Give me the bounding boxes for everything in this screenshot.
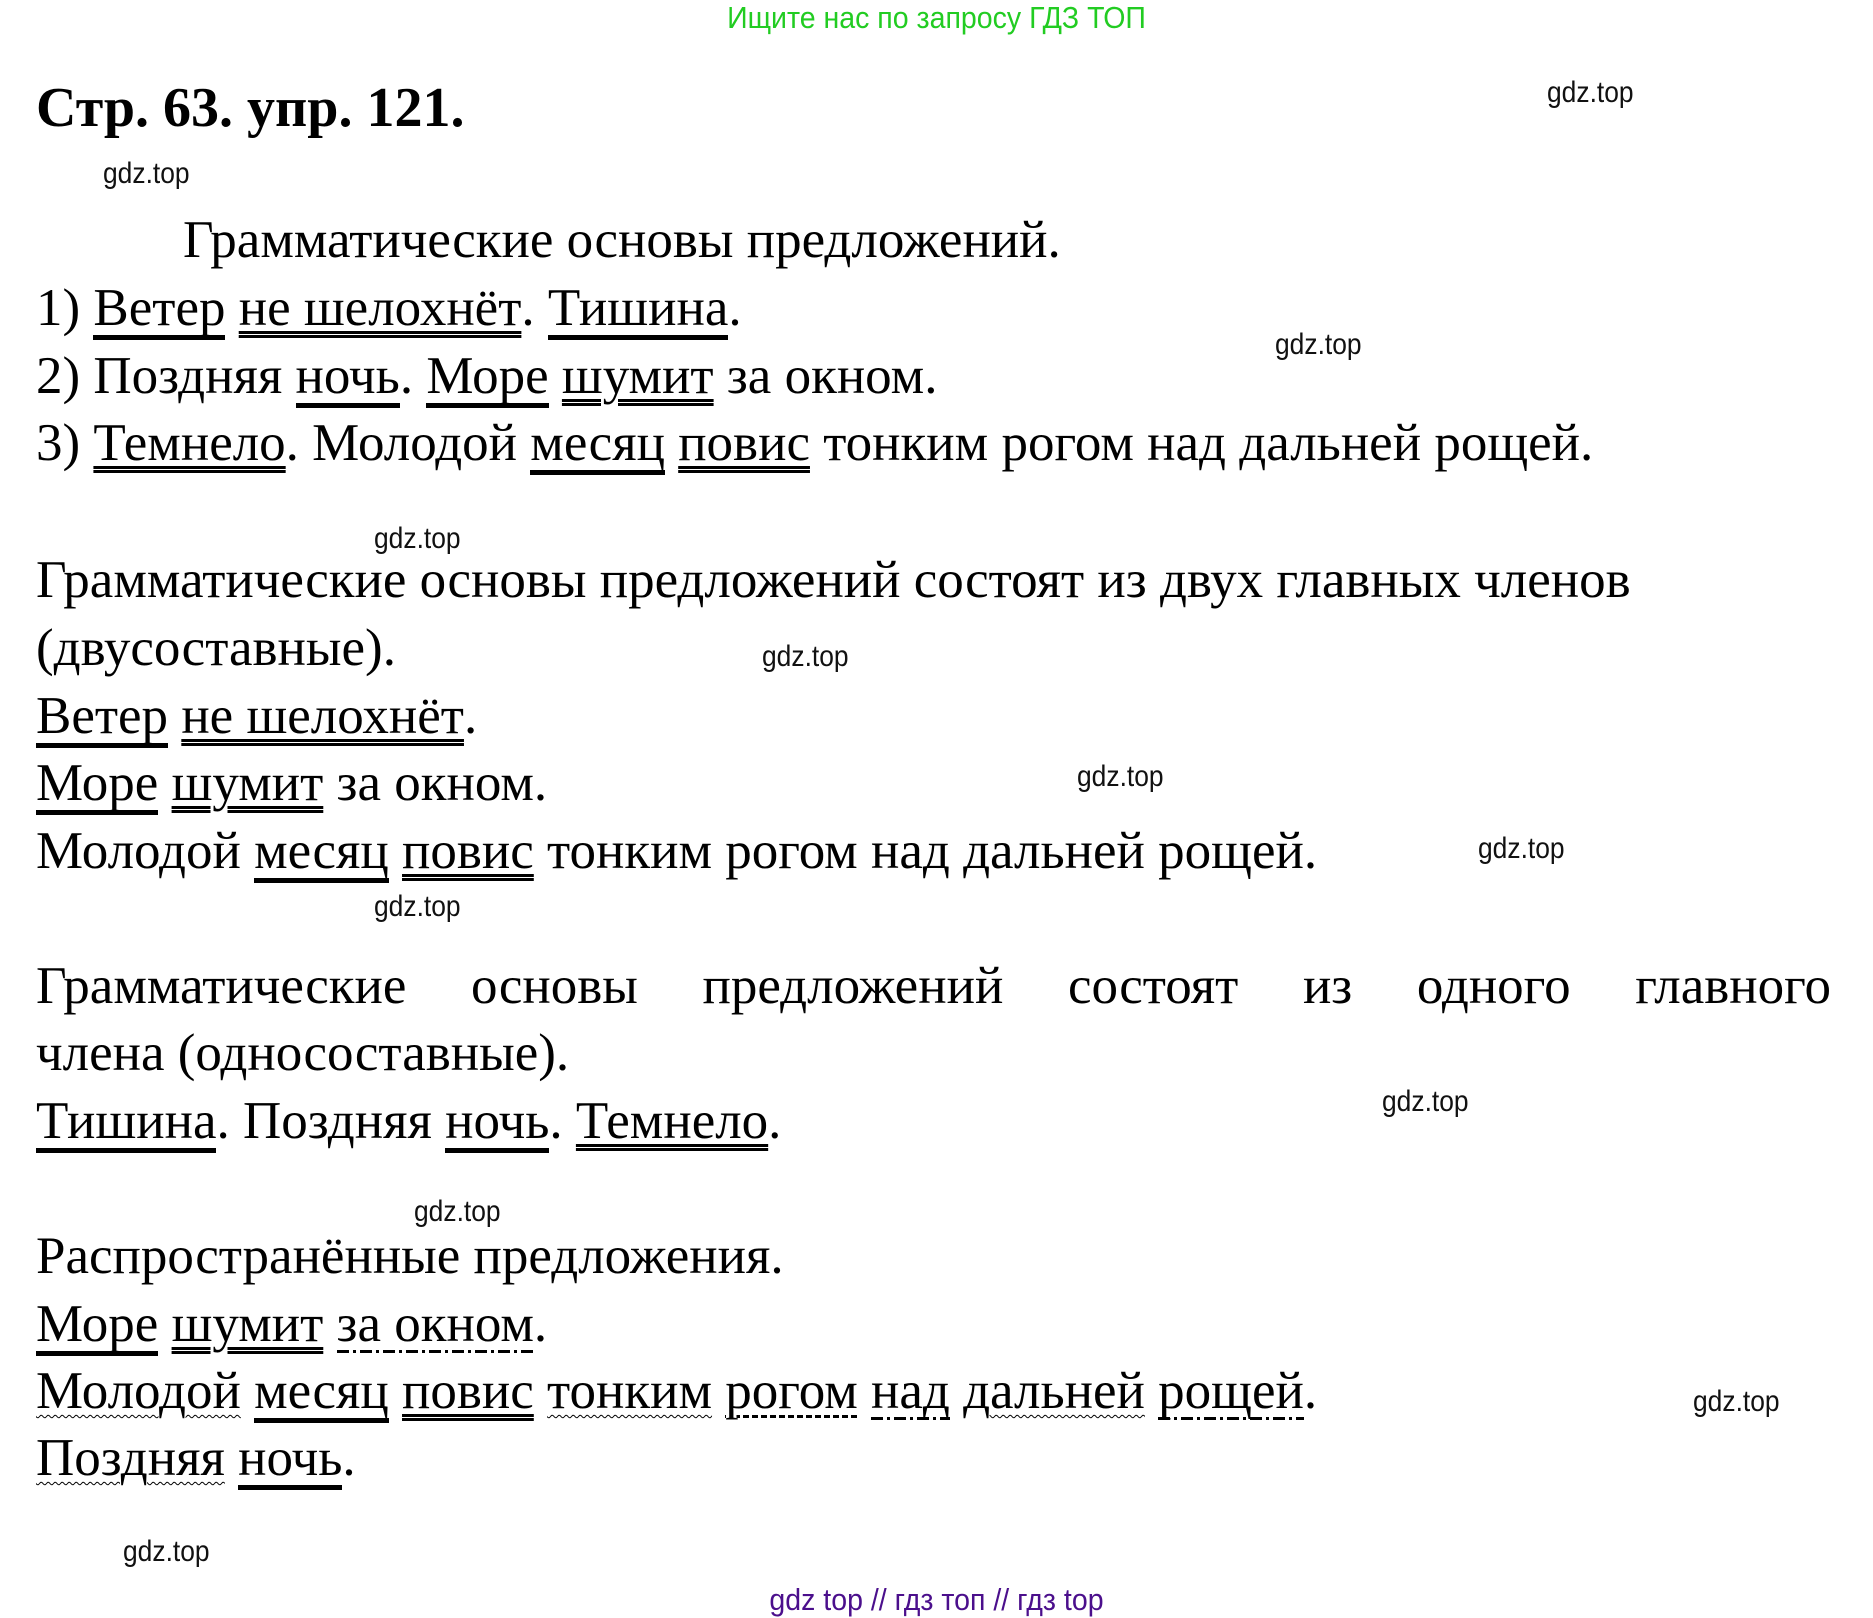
watermark: gdz.top — [1478, 832, 1565, 865]
watermark: gdz.top — [374, 522, 461, 555]
section1-item-2 — [36, 344, 937, 408]
punctuation: . — [521, 279, 535, 337]
word: тонким рогом над дальней рощей. — [547, 822, 1318, 880]
section3-text-line1 — [36, 954, 1831, 1018]
predicate: Темнело — [575, 1092, 769, 1150]
subject: месяц — [254, 824, 389, 883]
section2-text-line1: Грамматические основы предложений состоят из двух главных членов — [36, 551, 1631, 609]
predicate: шумит — [171, 754, 324, 812]
adverbial: рощей — [1158, 1359, 1304, 1423]
punctuation: . — [342, 1429, 356, 1487]
subject: Море — [426, 349, 548, 408]
word: тонким рогом над дальней рощей. — [823, 414, 1594, 472]
watermark: gdz.top — [103, 157, 190, 190]
adverbial: за окном — [337, 1292, 534, 1356]
section3-examples — [36, 1089, 781, 1153]
section4-example-1 — [36, 1292, 547, 1356]
section1-item-1 — [36, 276, 742, 340]
watermark: gdz.top — [762, 640, 849, 673]
punctuation: . — [768, 1092, 782, 1150]
section2-text-line2: (двусоставные). — [36, 619, 396, 677]
adverbial: над — [871, 1359, 950, 1423]
predicate: шумит — [561, 347, 714, 405]
attribute: дальней — [963, 1362, 1145, 1420]
subject: месяц — [530, 416, 665, 475]
section2-example-3 — [36, 819, 1317, 883]
subject: Ветер — [36, 689, 168, 748]
word: предложений — [702, 957, 1004, 1015]
item-number: 3) — [36, 414, 81, 472]
predicate: не шелохнёт — [181, 687, 464, 745]
word: главного — [1635, 957, 1832, 1015]
subject: ночь — [445, 1094, 549, 1153]
word: Грамматические — [36, 957, 407, 1015]
section2-example-2 — [36, 751, 547, 815]
word: состоят — [1067, 957, 1239, 1015]
section1-item-3 — [36, 411, 1593, 475]
subject: Тишина — [36, 1094, 216, 1153]
section4-example-2 — [36, 1359, 1317, 1423]
subject: Море — [36, 756, 158, 815]
predicate: Темнело — [93, 414, 286, 472]
punctuation: . — [728, 279, 742, 337]
watermark: gdz.top — [1077, 760, 1164, 793]
watermark: gdz.top — [1382, 1085, 1469, 1118]
section4-example-3 — [36, 1426, 356, 1490]
section4-heading: Распространённые предложения. — [36, 1227, 784, 1285]
punctuation: . — [1303, 1362, 1318, 1420]
punctuation: . — [463, 687, 478, 745]
subject: ночь — [238, 1431, 342, 1490]
subject: Ветер — [93, 281, 225, 340]
punctuation: . — [285, 414, 299, 472]
search-hint-banner: Ищите нас по запросу ГДЗ ТОП — [727, 0, 1146, 35]
watermark: gdz.top — [374, 890, 461, 923]
attribute: Молодой — [36, 1362, 241, 1420]
predicate: не шелохнёт — [238, 279, 522, 337]
word: основы — [471, 957, 638, 1015]
item-number: 1) — [36, 279, 81, 337]
watermark: gdz.top — [1693, 1385, 1780, 1418]
subject: ночь — [296, 349, 400, 408]
watermark: gdz.top — [414, 1195, 501, 1228]
predicate: повис — [678, 414, 810, 472]
subject: Море — [36, 1297, 158, 1356]
watermark: gdz.top — [1547, 76, 1634, 109]
predicate: шумит — [171, 1295, 324, 1353]
attribute: тонким — [547, 1362, 713, 1420]
word: Молодой — [36, 822, 241, 880]
word: одного — [1416, 957, 1571, 1015]
section2-example-1 — [36, 684, 477, 748]
word: . Поздняя — [216, 1092, 432, 1150]
word: Молодой — [312, 414, 518, 472]
watermark: gdz.top — [1275, 328, 1362, 361]
punctuation: . — [399, 347, 414, 405]
predicate: повис — [402, 1362, 534, 1420]
watermark: gdz.top — [123, 1535, 210, 1568]
word: за окном. — [336, 754, 548, 812]
punctuation: . — [549, 1092, 563, 1150]
word: Поздняя — [93, 347, 283, 405]
section1-heading: Грамматические основы предложений. — [183, 211, 1061, 269]
subject: месяц — [254, 1364, 389, 1423]
predicate: повис — [402, 822, 534, 880]
attribute: Поздняя — [36, 1429, 225, 1487]
punctuation: . — [533, 1295, 548, 1353]
page-title: Стр. 63. упр. 121. — [36, 77, 465, 139]
footer-links: gdz top // гдз топ // гдз top — [769, 1582, 1104, 1617]
word: за окном. — [726, 347, 938, 405]
object: рогом — [725, 1362, 858, 1420]
item-number: 2) — [36, 347, 81, 405]
section3-text-line2: члена (односоставные). — [36, 1024, 570, 1082]
word: из — [1302, 957, 1353, 1015]
subject: Тишина — [548, 281, 728, 340]
